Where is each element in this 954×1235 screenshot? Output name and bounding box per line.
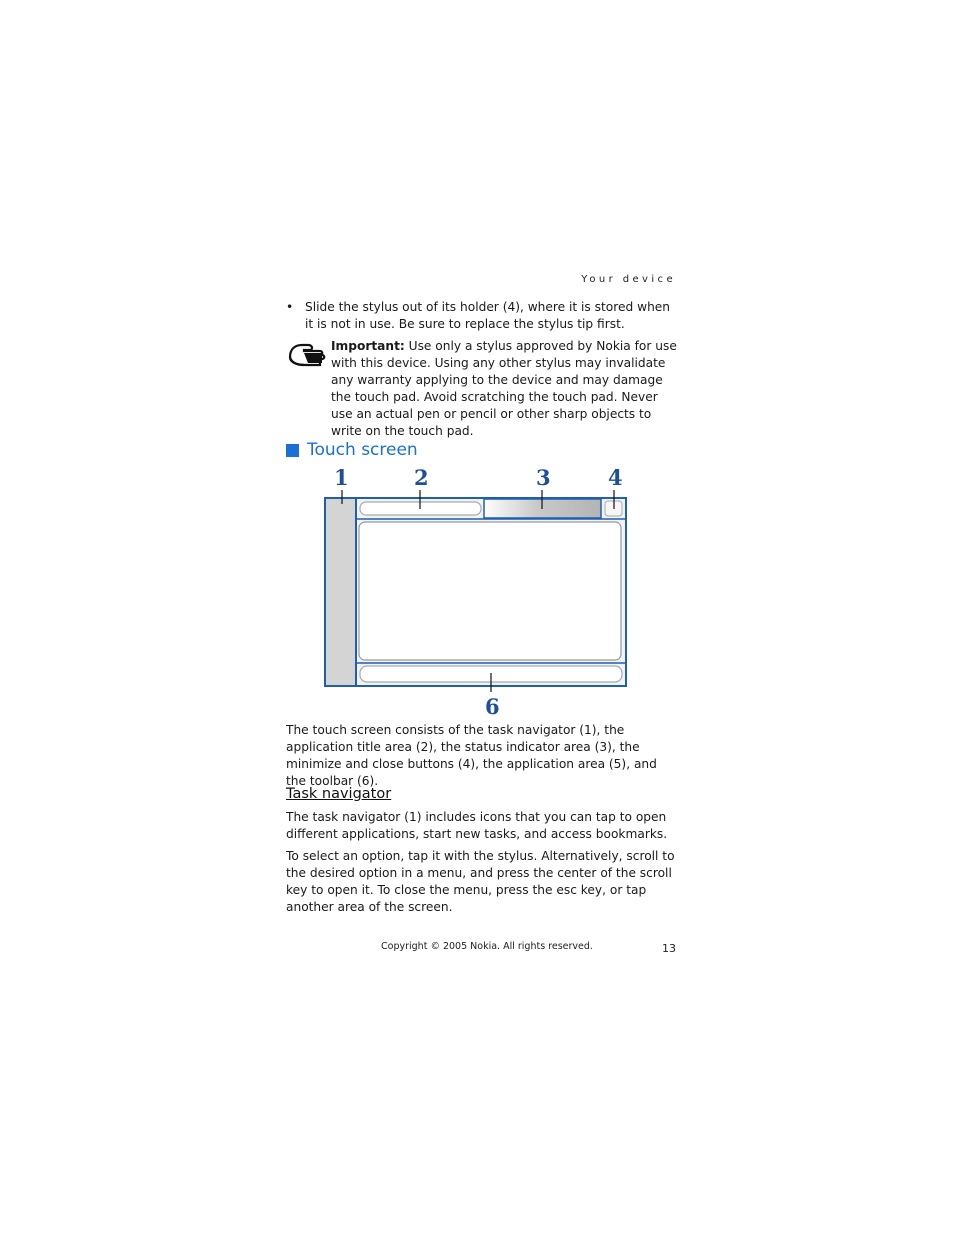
section-heading (286, 439, 418, 461)
section-marker-square (286, 444, 299, 457)
touch-screen-diagram-svg (318, 464, 638, 720)
callout-6: 6 (485, 694, 500, 719)
touch-screen-diagram (318, 464, 638, 720)
task-navigator-area (326, 499, 356, 685)
paragraph-1: The task navigator (1) includes icons that you can tap to open different applications, start new tasks, and access bookmarks. (286, 810, 668, 841)
note-body: Use only a stylus approved by Nokia for use with this device. Using any other stylus may invalidate any warranty applying to the device and may damage the touch pad. Avoid scratching the touch pad. Never use an actual pen or pencil or other sharp objects to write on the touch pad. (331, 339, 677, 438)
page-number: 13 (662, 942, 676, 955)
note-label: Important: (331, 339, 405, 353)
bullet-marker: • (286, 300, 294, 314)
note-text (331, 338, 678, 440)
callout-1: 1 (334, 465, 349, 490)
task-navigator-text (286, 809, 678, 921)
bullet-item (286, 299, 678, 333)
subsection-title: Task navigator (286, 786, 392, 802)
copyright-footer: Copyright © 2005 Nokia. All rights reserved. (381, 941, 593, 952)
callout-4: 4 (608, 465, 623, 490)
paragraph-2: To select an option, tap it with the stylus. Alternatively, scroll to the desired option in a menu, and press the center of the scroll key to open it. To close the menu, press the esc key, or tap another area of the screen. (286, 849, 675, 914)
running-head: Your device (581, 274, 676, 285)
description-paragraph: The touch screen consists of the task navigator (1), the application title area (2), the status indicator area (3), the minimize and close buttons (4), the application area (5), and the toolbar (6). (286, 723, 657, 788)
hand-pointing-icon (286, 341, 326, 371)
bullet-text: Slide the stylus out of its holder (4), where it is stored when it is not in use. Be sure to replace the stylus tip first. (305, 300, 671, 331)
section-title: Touch screen (307, 440, 418, 460)
callout-2: 2 (414, 465, 429, 490)
application-area (359, 522, 621, 660)
callout-3: 3 (536, 465, 551, 490)
important-note (286, 338, 678, 440)
touch-screen-description (286, 722, 678, 795)
